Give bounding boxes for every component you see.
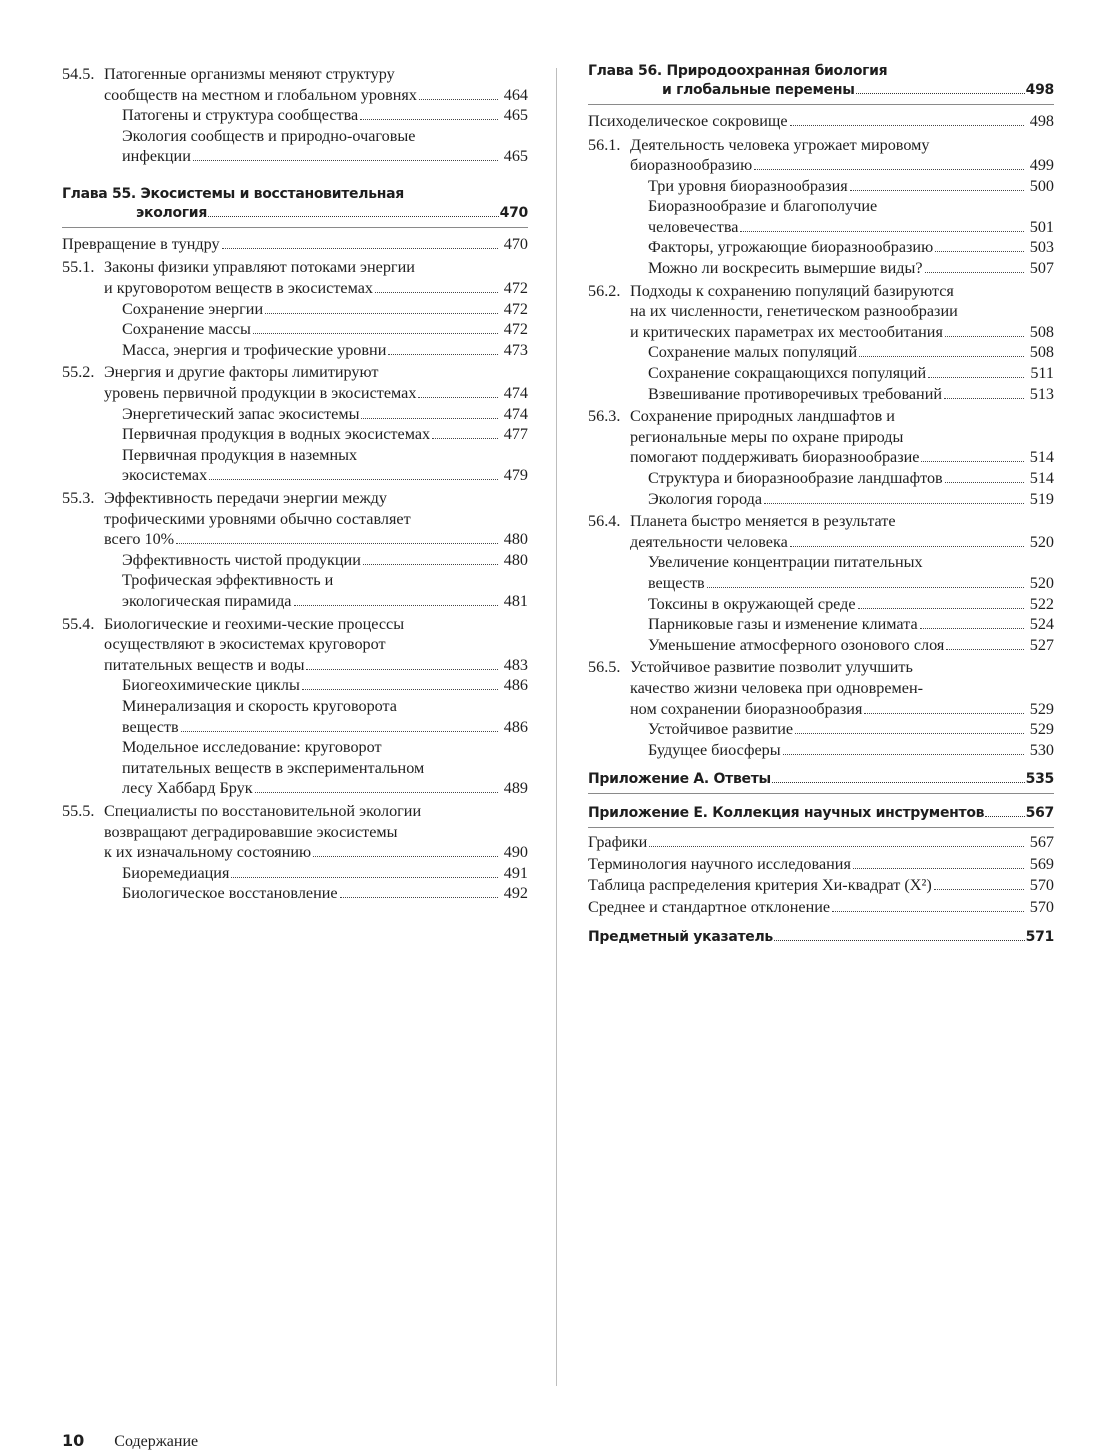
page-number: 486 [503, 676, 528, 695]
section-number: 56.3. [588, 407, 621, 426]
entry-title-text: Сохранение малых популяций [648, 343, 858, 362]
page-number: 501 [1029, 217, 1054, 236]
entry-title-text: лесу Хаббард Брук [122, 779, 253, 798]
toc-subsection-entry[interactable] [588, 740, 1054, 761]
entry-title-text: Первичная продукция в водных экосистемах [122, 425, 431, 444]
entry-title-line [648, 594, 1054, 615]
entry-title-line: Законы физики управляют потоками энергии [104, 258, 415, 277]
page-number: 470 [503, 234, 528, 253]
entry-title-text: экологическая пирамида [122, 591, 292, 610]
section-number: 56.5. [588, 658, 621, 677]
entry-title-line [122, 340, 528, 361]
entry-title-line: Глава 56. Природоохранная биология [588, 63, 888, 79]
dot-leader [754, 169, 1024, 170]
entry-title-text: всего 10% [104, 530, 175, 549]
dot-leader [925, 272, 1024, 273]
page-number: 507 [1029, 259, 1054, 278]
page-footer [62, 1431, 198, 1451]
page-number: 520 [1029, 573, 1054, 592]
toc-plain-entry[interactable] [588, 854, 1054, 876]
entry-title-line [648, 176, 1054, 197]
dot-leader [363, 564, 498, 565]
entry-title-text: Биоремедиация [122, 863, 230, 882]
entry-title-text: веществ [648, 573, 705, 592]
toc-subsection-entry[interactable] [62, 675, 528, 696]
entry-title-line: осуществляют в экосистемах круговорот [104, 635, 386, 654]
entry-title-line [648, 237, 1054, 258]
entry-title-text: Будущее биосферы [648, 740, 781, 759]
page-number: 519 [1029, 489, 1054, 508]
entry-title-line [630, 322, 1054, 343]
toc-subsection-entry[interactable] [62, 445, 528, 486]
dot-leader [432, 438, 498, 439]
dot-leader [340, 897, 498, 898]
entry-title: Таблица распределения критерия Хи-квадрат (Х²) [588, 876, 932, 895]
entry-title-text: веществ [122, 717, 179, 736]
entry-title-line: Сохранение природных ландшафтов и [630, 407, 895, 426]
entry-title-text: ном сохранении биоразнообразия [630, 699, 863, 718]
section-number: 55.3. [62, 489, 95, 507]
toc-subsection-entry[interactable] [588, 342, 1054, 363]
toc-section-entry[interactable] [62, 257, 528, 298]
page-number: 524 [1029, 615, 1054, 634]
dot-leader [858, 608, 1024, 609]
page-number: 511 [1030, 364, 1054, 383]
entry-title-line [648, 468, 1054, 489]
entry-title-text: Структура и биоразнообразие ландшафтов [648, 469, 943, 487]
toc-subsection-entry[interactable] [588, 719, 1054, 740]
entry-title-line [122, 319, 528, 340]
dot-leader [740, 231, 1024, 232]
entry-title-line: Экология сообществ и природно-очаговые [122, 126, 416, 145]
dot-leader [864, 713, 1024, 714]
entry-title-line [648, 489, 1054, 510]
page-number: 490 [503, 843, 528, 862]
dot-leader [945, 336, 1024, 337]
entry-title-line: Биологические и геохими-ческие процессы [104, 614, 405, 633]
entry-title-line: Первичная продукция в наземных [122, 445, 358, 464]
page-number: 514 [1029, 469, 1054, 487]
entry-title-line: Минерализация и скорость круговорота [122, 696, 397, 715]
entry-title-line: Планета быстро меняется в результате [630, 512, 896, 531]
dot-leader [302, 689, 498, 690]
entry-title: Среднее и стандартное отклонение [588, 897, 831, 916]
toc-subsection-entry[interactable] [62, 126, 528, 167]
toc-plain-entry[interactable] [588, 897, 1054, 919]
entry-title-line [648, 719, 1054, 740]
entry-title-text: экология [136, 204, 208, 221]
page-number: 489 [503, 779, 528, 798]
entry-title-line: Увеличение концентрации питательных [648, 553, 923, 572]
entry-title-text: Патогены и структура сообщества [122, 106, 359, 125]
entry-title-line: Подходы к сохранению популяций базируются [630, 281, 954, 300]
entry-title-text: Масса, энергия и трофические уровни [122, 340, 387, 359]
dot-leader [946, 649, 1024, 650]
dot-leader [294, 605, 499, 606]
toc-subsection-entry[interactable] [62, 863, 528, 884]
page-number: 500 [1029, 176, 1054, 195]
entry-title: Психоделическое сокровище [588, 112, 788, 130]
entry-title-text: и глобальные перемены [662, 82, 855, 98]
page-number: 569 [1029, 854, 1054, 873]
toc-subsection-entry[interactable] [62, 883, 528, 904]
toc-section-entry[interactable] [62, 362, 528, 403]
entry-title-line [630, 699, 1054, 720]
entry-title-text: Факторы, угрожающие биоразнообразию [648, 238, 934, 257]
entry-title-text: Три уровня биоразнообразия [648, 176, 848, 195]
entry-title-text: уровень первичной продукции в экосистемах [104, 384, 417, 403]
dot-leader [360, 119, 498, 120]
toc-right-column [588, 62, 1054, 955]
toc-subsection-entry[interactable] [588, 552, 1054, 593]
toc-subsection-entry[interactable] [588, 237, 1054, 258]
entry-title-line [104, 655, 528, 676]
toc-subsection-entry[interactable] [62, 424, 528, 445]
entry-title-line: трофическими уровнями обычно составляет [104, 509, 411, 528]
dot-leader [945, 482, 1024, 483]
entry-title-text: биоразнообразию [630, 156, 753, 175]
page-number: 465 [503, 106, 528, 125]
dot-leader [985, 816, 1024, 817]
page-number: 570 [1029, 897, 1054, 916]
page-number: 529 [1029, 720, 1054, 739]
page-number: 498 [1025, 82, 1054, 98]
page-number: 472 [503, 299, 528, 318]
entry-title-line [122, 550, 528, 571]
entry-title-text: Биологическое восстановление [122, 884, 338, 903]
page-number: 527 [1029, 635, 1054, 654]
dot-leader [856, 93, 1025, 94]
section-number: 56.2. [588, 281, 621, 300]
toc-plain-entry[interactable] [62, 234, 528, 256]
entry-title: Терминология научного исследования [588, 854, 851, 873]
section-number: 55.2. [62, 363, 95, 382]
entry-title-line: Энергия и другие факторы лимитируют [104, 363, 379, 382]
entry-title-line [122, 465, 528, 486]
toc-plain-entry[interactable] [588, 111, 1054, 133]
page-number: 567 [1029, 833, 1054, 852]
page-number: 491 [503, 863, 528, 882]
toc-section-entry[interactable] [62, 614, 528, 676]
page-number: 514 [1029, 448, 1054, 467]
page-number: 530 [1029, 740, 1054, 759]
page-number: 492 [503, 884, 528, 903]
toc-subsection-entry[interactable] [62, 696, 528, 737]
entry-title-line [630, 155, 1054, 176]
dot-leader [921, 461, 1024, 462]
dot-leader [265, 313, 498, 314]
dot-leader [361, 418, 498, 419]
entry-title-text: Уменьшение атмосферного озонового слоя [648, 635, 945, 654]
entry-title: Предметный указатель [588, 929, 773, 946]
page-number: 520 [1029, 532, 1054, 551]
entry-title-line [630, 532, 1054, 553]
entry-title-line: Деятельность человека угрожает мировому [630, 135, 930, 154]
dot-leader [772, 782, 1025, 783]
entry-title-line [104, 278, 528, 299]
toc-subsection-entry[interactable] [588, 384, 1054, 405]
entry-title-line [104, 383, 528, 404]
entry-title-text: Парниковые газы и изменение климата [648, 615, 918, 634]
section-number: 55.1. [62, 258, 95, 277]
appendix-entry[interactable] [588, 804, 1054, 828]
page-number: 477 [503, 425, 528, 444]
dot-leader [176, 543, 498, 544]
page-number: 499 [1029, 156, 1054, 175]
toc-section-entry[interactable] [588, 657, 1054, 719]
chapter-heading[interactable] [62, 185, 528, 228]
entry-title-text: Можно ли воскресить вымершие виды? [648, 259, 923, 278]
toc-subsection-entry[interactable] [588, 176, 1054, 197]
entry-title-line: региональные меры по охране природы [630, 427, 904, 446]
dot-leader [193, 160, 498, 161]
toc-left-column [62, 62, 528, 904]
toc-plain-entry[interactable] [588, 875, 1054, 897]
page-number: 498 [1029, 112, 1054, 130]
column-divider [556, 68, 557, 1386]
dot-leader [253, 333, 498, 334]
entry-title-line [648, 614, 1054, 635]
entry-title-line: Специалисты по восстановительной экологии [104, 801, 422, 820]
entry-title-text: Эффективность чистой продукции [122, 550, 361, 569]
entry-title-line [62, 204, 528, 223]
dot-leader [649, 846, 1024, 847]
dot-leader [934, 889, 1024, 890]
dot-leader [418, 397, 498, 398]
section-number: 55.5. [62, 801, 95, 820]
toc-plain-entry[interactable] [588, 832, 1054, 854]
entry-title-text: и круговоротом веществ в экосистемах [104, 279, 374, 298]
entry-title-text: деятельности человека [630, 532, 788, 551]
dot-leader [832, 911, 1024, 912]
page-number: 480 [503, 550, 528, 569]
page-number: 508 [1029, 322, 1054, 341]
entry-title-line: Эффективность передачи энергии между [104, 489, 388, 507]
entry-title-text: Экология города [648, 489, 763, 508]
dot-leader [209, 479, 498, 480]
entry-title-line [122, 591, 528, 612]
entry-title-line: на их численности, генетическом разнообразии [630, 302, 958, 321]
entry-title-text: Энергетический запас экосистемы [122, 404, 360, 423]
page-number: 473 [503, 340, 528, 359]
dot-leader [208, 216, 499, 217]
page-number: 479 [503, 466, 528, 485]
page-number: 474 [503, 404, 528, 423]
toc-section-entry[interactable] [588, 135, 1054, 176]
section-number: 56.1. [588, 135, 621, 154]
dot-leader [306, 669, 498, 670]
page-number: 480 [503, 530, 528, 549]
footer-page-number: 10 [62, 1431, 85, 1450]
toc-subsection-entry[interactable] [588, 614, 1054, 635]
toc-subsection-entry[interactable] [588, 258, 1054, 279]
page-number: 570 [1029, 876, 1054, 895]
entry-title-line [648, 635, 1054, 656]
dot-leader [707, 587, 1024, 588]
page-number: 472 [503, 279, 528, 298]
entry-title-text: помогают поддерживать биоразнообразие [630, 448, 920, 467]
page-number: 483 [503, 655, 528, 674]
toc-section-entry[interactable] [588, 406, 1054, 468]
entry-title-line: качество жизни человека при одновремен- [630, 678, 924, 697]
entry-title-text: Взвешивание противоречивых требований [648, 384, 943, 403]
entry-title-text: инфекции [122, 147, 191, 166]
page-number: 567 [1025, 805, 1054, 822]
entry-title-line [104, 529, 528, 550]
dot-leader [795, 733, 1024, 734]
entry-title-line [648, 740, 1054, 761]
dot-leader [222, 248, 498, 249]
toc-subsection-entry[interactable] [62, 550, 528, 571]
entry-title-line [104, 85, 528, 106]
page-number: 503 [1029, 238, 1054, 257]
chapter-heading[interactable] [588, 62, 1054, 105]
dot-leader [231, 877, 498, 878]
toc-section-entry[interactable] [62, 801, 528, 863]
page-number: 508 [1029, 343, 1054, 362]
entry-title-line: Патогенные организмы меняют структуру [104, 65, 395, 83]
entry-title-line [630, 447, 1054, 468]
toc-subsection-entry[interactable] [62, 105, 528, 126]
entry-title-line: возвращают деградировавшие экосистемы [104, 822, 398, 841]
entry-title-text: к их изначальному состоянию [104, 843, 312, 862]
dot-leader [774, 940, 1025, 941]
section-number: 54.5. [62, 65, 95, 83]
entry-title-line: Модельное исследование: круговорот [122, 738, 382, 757]
page-number: 472 [503, 320, 528, 339]
entry-title-line [122, 778, 528, 799]
entry-title-text: Биогеохимические циклы [122, 676, 300, 695]
toc-section-entry[interactable] [588, 511, 1054, 552]
toc-subsection-entry[interactable] [62, 319, 528, 340]
entry-title: Превращение в тундру [62, 234, 220, 253]
toc-subsection-entry[interactable] [62, 340, 528, 361]
section-number: 56.4. [588, 512, 621, 531]
toc-subsection-entry[interactable] [588, 196, 1054, 237]
entry-title-text: Сохранение массы [122, 320, 251, 339]
dot-leader [935, 251, 1024, 252]
toc-subsection-entry[interactable] [588, 489, 1054, 510]
page-number: 522 [1029, 594, 1054, 613]
toc-subsection-entry[interactable] [588, 635, 1054, 656]
entry-title-line: Глава 55. Экосистемы и восстановительная [62, 185, 404, 202]
entry-title: Приложение А. Ответы [588, 771, 771, 788]
entry-title-line [648, 384, 1054, 405]
entry-title-line: питательных веществ в экспериментальном [122, 758, 425, 777]
entry-title-line [648, 258, 1054, 279]
entry-title-line [122, 105, 528, 126]
entry-title-text: Сохранение сокращающихся популяций [648, 364, 927, 383]
toc-subsection-entry[interactable] [62, 404, 528, 425]
entry-title-line [648, 573, 1054, 594]
entry-title-line [122, 299, 528, 320]
entry-title-line [648, 217, 1054, 238]
toc-section-entry[interactable] [62, 488, 528, 550]
page-number: 571 [1025, 929, 1054, 946]
entry-title-line [122, 717, 528, 738]
section-number: 55.4. [62, 614, 95, 633]
entry-title-line: Трофическая эффективность и [122, 571, 334, 590]
entry-title-text: Токсины в окружающей среде [648, 594, 856, 613]
page-number: 513 [1029, 384, 1054, 403]
page-number: 474 [503, 384, 528, 403]
entry-title-text: экосистемах [122, 466, 208, 485]
entry-title-line [104, 842, 528, 863]
appendix-entry[interactable] [588, 770, 1054, 794]
entry-title-text: человечества [648, 217, 739, 236]
entry-title-line [122, 424, 528, 445]
entry-title-line [122, 863, 528, 884]
dot-leader [850, 190, 1024, 191]
toc-section-entry[interactable] [62, 64, 528, 105]
entry-title-line [648, 342, 1054, 363]
dot-leader [313, 856, 498, 857]
entry-title: Приложение Е. Коллекция научных инструментов [588, 805, 985, 822]
entry-title-line [588, 81, 1054, 100]
entry-title-line [122, 675, 528, 696]
dot-leader [375, 292, 498, 293]
entry-title-text: сообществ на местном и глобальном уровнях [104, 85, 417, 104]
dot-leader [944, 398, 1024, 399]
page-number: 486 [503, 717, 528, 736]
entry-title-text: Сохранение энергии [122, 299, 264, 318]
dot-leader [255, 792, 498, 793]
dot-leader [790, 125, 1024, 126]
dot-leader [783, 754, 1024, 755]
toc-subsection-entry[interactable] [588, 594, 1054, 615]
dot-leader [764, 503, 1024, 504]
toc-subsection-entry[interactable] [62, 570, 528, 611]
toc-subsection-entry[interactable] [588, 363, 1054, 384]
entry-title-text: и критических параметрах их местообитания [630, 322, 943, 341]
dot-leader [790, 546, 1024, 547]
toc-section-entry[interactable] [588, 281, 1054, 343]
appendix-entry[interactable] [588, 928, 1054, 951]
dot-leader [920, 628, 1024, 629]
entry-title-line: Устойчивое развитие позволит улучшить [630, 658, 913, 677]
page-number: 535 [1025, 771, 1054, 788]
toc-subsection-entry[interactable] [62, 299, 528, 320]
footer-title: Содержание [114, 1433, 199, 1450]
toc-subsection-entry[interactable] [588, 468, 1054, 489]
entry-title-text: Устойчивое развитие [648, 720, 794, 739]
page-number: 470 [499, 204, 528, 221]
dot-leader [853, 868, 1024, 869]
page-number: 465 [503, 147, 528, 166]
page-number: 529 [1029, 699, 1054, 718]
entry-title-line [122, 146, 528, 167]
entry-title-line [122, 883, 528, 904]
page-number: 464 [503, 85, 528, 104]
entry-title: Графики [588, 833, 648, 852]
entry-title-line: Биоразнообразие и благополучие [648, 197, 878, 216]
dot-leader [419, 99, 498, 100]
page-number: 481 [503, 591, 528, 610]
dot-leader [928, 377, 1024, 378]
entry-title-text: питательных веществ и воды [104, 655, 305, 674]
dot-leader [859, 356, 1024, 357]
toc-subsection-entry[interactable] [62, 737, 528, 799]
entry-title-line [122, 404, 528, 425]
dot-leader [388, 354, 498, 355]
dot-leader [181, 731, 498, 732]
entry-title-line [648, 363, 1054, 384]
